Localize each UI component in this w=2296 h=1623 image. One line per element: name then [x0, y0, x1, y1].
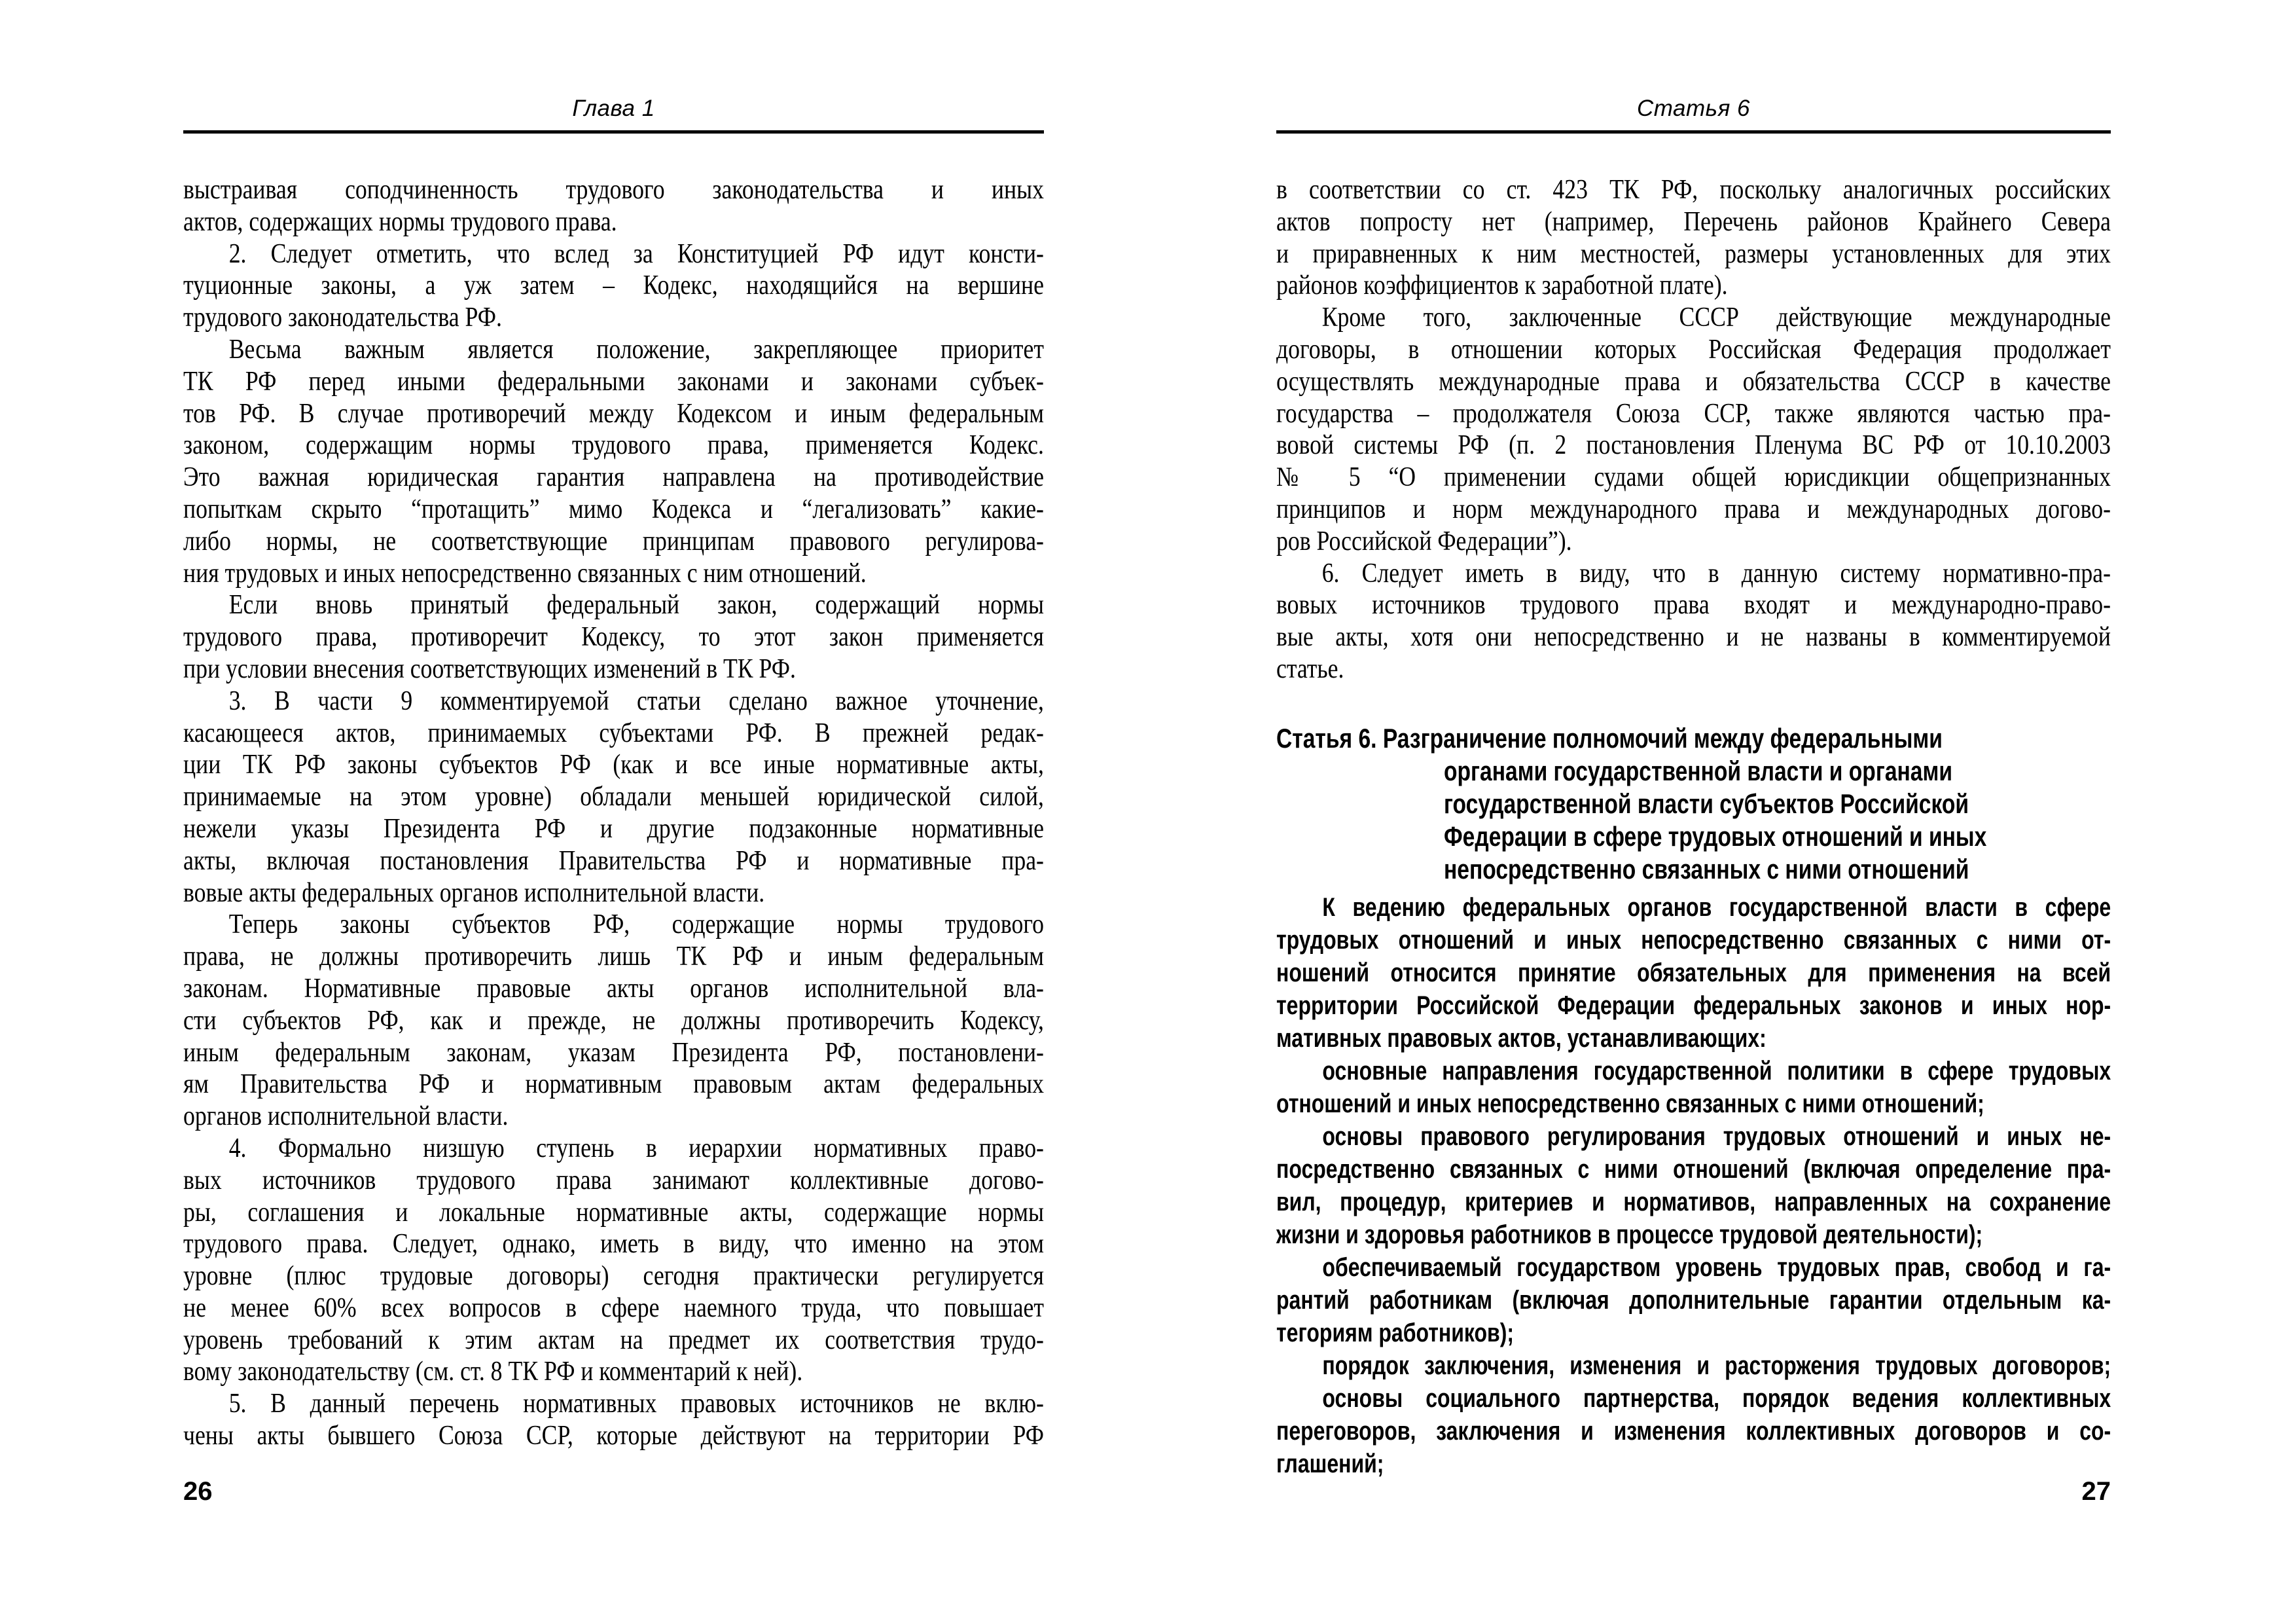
text-line: сти субъектов РФ, как и прежде, не должны противоречить Кодексу,	[183, 1005, 1044, 1036]
text-line: переговоров, заключения и изменения коллективных договоров и со-	[1276, 1416, 2111, 1446]
text-line: туционные законы, а уж затем – Кодекс, находящийся на вершине	[183, 270, 1044, 301]
text-line: ры, соглашения и локальные нормативные акты, содержащие нормы	[183, 1197, 1044, 1228]
text-line: чены акты бывшего Союза ССР, которые действуют на территории РФ	[183, 1421, 1044, 1451]
text-line: выстраивая соподчиненность трудового законодательства и иных	[183, 175, 1044, 205]
text-line: жизни и здоровья работников в процессе трудовой деятельности);	[1276, 1220, 1983, 1249]
text-line: акты, включая постановления Правительства РФ и нормативные пра-	[183, 845, 1044, 876]
right-text-column	[1276, 174, 2111, 685]
text-line: уровень требований к этим актам на предмет их соответствия трудо-	[183, 1324, 1044, 1355]
text-line: основные направления государственной политики в сфере трудовых	[1322, 1056, 2111, 1085]
text-line: мативных правовых актов, устанавливающих:	[1276, 1023, 1767, 1053]
text-line: вые акты, хотя они непосредственно и не названы в комментируемой	[1276, 622, 2111, 653]
text-line: ям Правительства РФ и нормативным правовым актам федеральных	[183, 1069, 1044, 1100]
text-line: актов попросту нет (например, Перечень районов Крайнего Севера	[1276, 206, 2111, 237]
left-page-body	[183, 174, 1196, 1452]
text-line: принимаемые на этом уровне) обладали меньшей юридической силой,	[183, 782, 1044, 812]
text-line: нежели указы Президента РФ и другие подзаконные нормативные	[183, 813, 1044, 844]
text-line: отношений и иных непосредственно связанных с ними отношений;	[1276, 1089, 1984, 1118]
text-line: актов, содержащих нормы трудового права.	[183, 206, 617, 237]
text-line: вовых источников трудового права входят и международно-право-	[1276, 590, 2111, 621]
text-line: К ведению федеральных органов государственной власти в сфере	[1322, 892, 2111, 922]
text-line: органов исполнительной власти.	[183, 1101, 509, 1132]
text-line: вых источников трудового права занимают коллективные догово-	[183, 1165, 1044, 1195]
text-line: ров Российской Федерации”).	[1276, 526, 1572, 556]
article-heading-first-line: Статья 6. Разграничение полномочий между федеральными	[1276, 722, 1943, 754]
text-line: Теперь законы субъектов РФ, содержащие нормы трудового	[228, 909, 1044, 940]
text-line: 6. Следует иметь в виду, что в данную систему нормативно-пра-	[1321, 558, 2111, 589]
text-line: трудового права, противоречит Кодексу, то этот закон применяется	[183, 622, 1044, 653]
text-line: касающееся актов, принимаемых субъектами РФ. В прежней редак-	[183, 718, 1044, 748]
left-header-rule	[183, 130, 1044, 134]
text-line: ношений относится принятие обязательных для применения на всей	[1276, 958, 2111, 987]
text-line: Это важная юридическая гарантия направлена на противодействие	[183, 462, 1044, 493]
right-running-head: Статья 6	[1637, 96, 1750, 121]
left-page	[183, 0, 1044, 1623]
text-line: глашений;	[1276, 1449, 1384, 1478]
article-heading-line: органами государственной власти и органами	[1444, 755, 1952, 786]
text-line: уровне (плюс трудовые договоры) сегодня практически регулируется	[183, 1261, 1044, 1292]
article-heading-line: государственной власти субъектов Российской	[1444, 788, 1969, 819]
text-line: при условии внесения соответствующих изменений в ТК РФ.	[183, 653, 796, 684]
text-line: Весьма важным является положение, закрепляющее приоритет	[228, 334, 1044, 365]
text-line: иным федеральным законам, указам Президента РФ, постановлени-	[183, 1037, 1044, 1068]
text-line: не менее 60% всех вопросов в сфере наемного труда, что повышает	[183, 1292, 1044, 1323]
text-line: ТК РФ перед иными федеральными законами и законами субъек-	[183, 366, 1044, 397]
text-line: основы правового регулирования трудовых отношений и иных не-	[1322, 1122, 2111, 1151]
text-line: в соответствии со ст. 423 ТК РФ, поскольку аналогичных российских	[1276, 175, 2111, 205]
article-heading-line: Федерации в сфере трудовых отношений и иных	[1444, 820, 1987, 852]
text-line: трудового права. Следует, однако, иметь в виду, что именно на этом	[183, 1229, 1044, 1260]
text-line: обеспечиваемый государством уровень трудовых прав, свобод и га-	[1322, 1252, 2111, 1282]
text-line: Если вновь принятый федеральный закон, содержащий нормы	[228, 590, 1044, 621]
text-line: ции ТК РФ законы субъектов РФ (как и все иные нормативные акты,	[183, 750, 1044, 780]
text-line: и приравненных к ним местностей, размеры установленных для этих	[1276, 238, 2111, 269]
text-line: рантий работникам (включая дополнительные гарантии отдельным ка-	[1276, 1285, 2111, 1315]
text-line: осуществлять международные права и обязательства СССР в качестве	[1276, 366, 2111, 397]
text-line: 3. В части 9 комментируемой статьи сделано важное уточнение,	[228, 685, 1044, 716]
text-line: трудовых отношений и иных непосредственно связанных с ними от-	[1276, 925, 2111, 955]
text-line: посредственно связанных с ними отношений (включая определение пра-	[1276, 1154, 2111, 1184]
text-line: ния трудовых и иных непосредственно связанных с ним отношений.	[183, 558, 867, 589]
text-line: вовые акты федеральных органов исполнительной власти.	[183, 877, 765, 908]
text-line: законам. Нормативные правовые акты органов исполнительной вла-	[183, 973, 1044, 1004]
left-page-number: 26	[183, 1477, 213, 1506]
right-header-rule	[1276, 130, 2111, 134]
article-heading-line: непосредственно связанных с ними отношений	[1444, 853, 1969, 884]
text-line: трудового законодательства РФ.	[183, 302, 502, 333]
text-line: вому законодательству (см. ст. 8 ТК РФ и комментарий к ней).	[183, 1357, 803, 1387]
left-running-head: Глава 1	[572, 96, 655, 121]
text-line: договоры, в отношении которых Российская Федерация продолжает	[1276, 334, 2111, 365]
text-line: № 5 “О применении судами общей юрисдикции общепризнанных	[1276, 462, 2111, 493]
text-line: либо нормы, не соответствующие принципам правового регулирова-	[183, 526, 1044, 556]
text-line: статье.	[1276, 653, 1344, 684]
article-6-heading	[1276, 722, 2111, 886]
text-line: районов коэффициентов к заработной плате).	[1276, 270, 1728, 301]
text-line: территории Российской Федерации федеральных законов и иных нор-	[1276, 991, 2111, 1020]
left-text-column	[183, 174, 1044, 1452]
text-line: вовой системы РФ (п. 2 постановления Пленума ВС РФ от 10.10.2003	[1276, 430, 2111, 461]
text-line: права, не должны противоречить лишь ТК РФ и иным федеральным	[183, 941, 1044, 972]
article-6-text	[1276, 891, 2111, 1480]
right-page	[1276, 0, 2111, 1623]
text-line: основы социального партнерства, порядок ведения коллективных	[1322, 1383, 2111, 1413]
right-page-number: 27	[2081, 1477, 2111, 1506]
text-line: порядок заключения, изменения и расторжения трудовых договоров;	[1322, 1351, 2111, 1380]
right-page-body	[1276, 174, 2296, 1480]
text-line: законом, содержащим нормы трудового права, применяется Кодекс.	[183, 430, 1044, 461]
text-line: 4. Формально низшую ступень в иерархии нормативных право-	[228, 1133, 1044, 1163]
text-line: 2. Следует отметить, что вслед за Конституцией РФ идут консти-	[228, 238, 1044, 269]
text-line: тегориям работников);	[1276, 1318, 1515, 1347]
text-line: государства – продолжателя Союза ССР, также являются частью пра-	[1276, 398, 2111, 429]
text-line: принципов и норм международного права и международных догово-	[1276, 494, 2111, 524]
text-line: 5. В данный перечень нормативных правовых источников не вклю-	[228, 1389, 1044, 1419]
text-line: попыткам скрыто “протащить” мимо Кодекса и “легализовать” какие-	[183, 494, 1044, 524]
text-line: вил, процедур, критериев и нормативов, направленных на сохранение	[1276, 1187, 2111, 1216]
text-line: Кроме того, заключенные СССР действующие международные	[1321, 302, 2111, 333]
text-line: тов РФ. В случае противоречий между Кодексом и иным федеральным	[183, 398, 1044, 429]
